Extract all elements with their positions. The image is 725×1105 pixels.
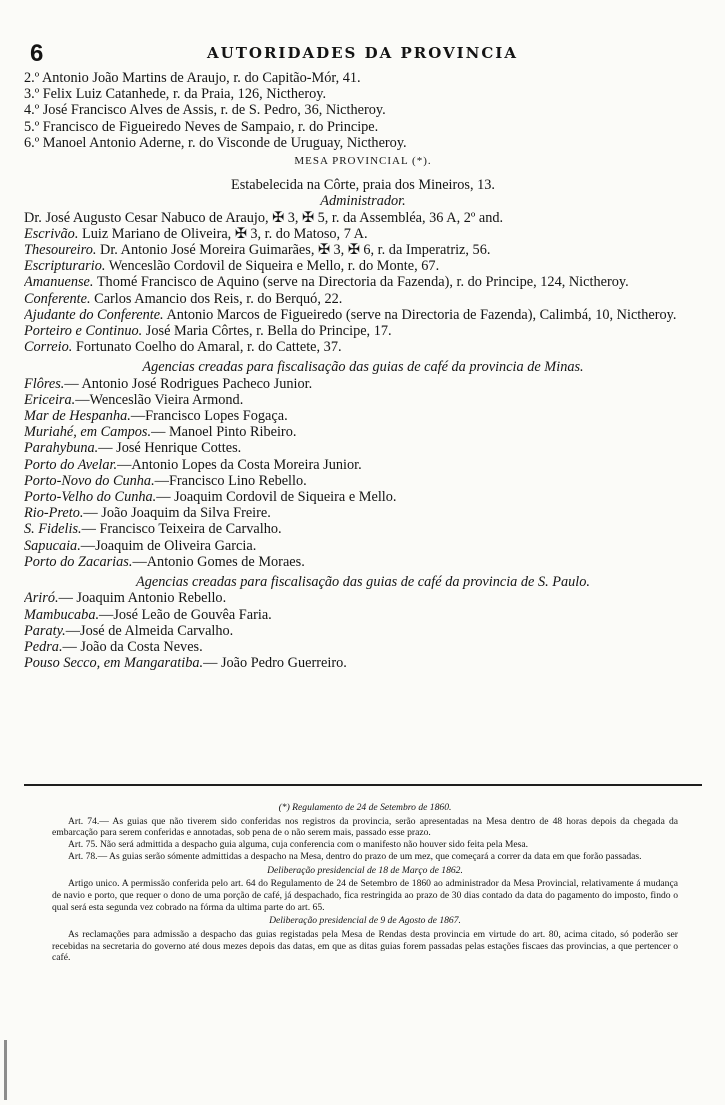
agency-entry: Mambucaba.—José Leão de Gouvêa Faria. [24, 606, 272, 623]
list-item: 2.º Antonio João Martins de Araujo, r. do Capitão-Mór, 41. [24, 70, 361, 86]
agencies-heading-minas: Agencias creadas para fiscalisação das guias de café da provincia de Minas. [142, 359, 584, 376]
agencies-heading-sao-paulo: Agencias creadas para fiscalisação das guias de café da provincia de S. Paulo. [136, 574, 590, 591]
staff-entry: Thesoureiro. Dr. Antonio José Moreira Guimarães, ✠ 3, ✠ 6, r. da Imperatriz, 56. [24, 242, 491, 259]
staff-entry: Escrivão. Luiz Mariano de Oliveira, ✠ 3, r. do Matoso, 7 A. [24, 225, 368, 242]
footnote-paragraph: Art. 78.— As guias serão sómente admittidas a despacho na Mesa, dentro do prazo de um mez, que começará a correr da data em que forão passadas. [68, 850, 642, 862]
agency-entry: Rio-Preto.— João Joaquim da Silva Freire. [24, 505, 271, 522]
footnote-paragraph: Art. 75. Não será admittida a despacho guia alguma, cuja conferencia com o manifesto não houver sido feita pela Mesa. [68, 839, 529, 851]
footnote-title: Deliberação presidencial de 18 de Março de 1862. [267, 864, 463, 876]
staff-entry: Amanuense. Thomé Francisco de Aquino (serve na Directoria da Fazenda), r. do Principe, 124, Nictheroy. [24, 274, 629, 291]
list-item: 6.º Manoel Antonio Aderne, r. do Visconde de Uruguay, Nictheroy. [24, 134, 407, 151]
staff-entry: Ajudante do Conferente. Antonio Marcos de Figueiredo (serve na Directoria de Fazenda), Calimbá, 10, Nictheroy. [24, 306, 677, 323]
page-header [24, 40, 701, 66]
list-item: 4.º José Francisco Alves de Assis, r. de S. Pedro, 36, Nictheroy. [24, 102, 386, 119]
agency-entry: Pouso Secco, em Mangaratiba.— João Pedro Guerreiro. [24, 655, 347, 672]
staff-entry: Correio. Fortunato Coelho do Amaral, r. do Cattete, 37. [24, 339, 342, 356]
subheading: Administrador. [320, 193, 406, 210]
agency-entry: Parahybuna.— José Henrique Cottes. [24, 440, 242, 457]
agency-entry: Paraty.—José de Almeida Carvalho. [24, 622, 234, 639]
agency-entry: Muriahé, em Campos.— Manoel Pinto Ribeiro. [24, 424, 297, 441]
list-item: 3.º Felix Luiz Catanhede, r. da Praia, 126, Nictheroy. [24, 86, 327, 103]
agency-entry: Pedra.— João da Costa Neves. [24, 638, 203, 655]
footnote-paragraph: Artigo unico. A permissão conferida pelo art. 64 do Regulamento de 24 de Setembro de 1860 ao administrador da Mesa Provincial, relativamente á mudança de navio e porto, que requer o dono de uma porção de café, já despachado, fica restringida ao prazo de 30 dias contado da data do pagamento do imposto, findo o qual será esta segunda vez cobrado na fórma da ultima parte do art. 65. [52, 878, 678, 913]
footnotes [52, 800, 678, 964]
footnote-paragraph: As reclamações para admissão a despacho das guias registadas pela Mesa de Rendas desta provincia em virtude do art. 80, acima citado, só poderão ser recebidas na secretaria do governo até dous mezes depois das datas, em que as ditas guias forem passadas pelas estações fiscaes das provincias, a que pertencer o café. [52, 929, 678, 964]
agency-entry: Ericeira.—Wenceslão Vieira Armond. [24, 391, 244, 408]
agency-entry: Mar de Hespanha.—Francisco Lopes Fogaça. [24, 408, 288, 425]
running-title: AUTORIDADES DA PROVINCIA [207, 44, 518, 62]
staff-entry: Escripturario. Wenceslão Cordovil de Siqueira e Mello, r. do Monte, 67. [24, 258, 440, 275]
agency-entry: Porto-Velho do Cunha.— Joaquim Cordovil de Siqueira e Mello. [24, 489, 397, 506]
section-subtitle: Estabelecida na Côrte, praia dos Mineiros, 13. [230, 177, 496, 194]
list-item: 5.º Francisco de Figueiredo Neves de Sampaio, r. do Principe. [24, 118, 379, 135]
footnote-title: (*) Regulamento de 24 de Setembro de 1860. [278, 802, 452, 813]
section-title: MESA PROVINCIAL (*). [294, 155, 432, 168]
agency-entry: Sapucaia.—Joaquim de Oliveira Garcia. [24, 537, 257, 554]
footnote-paragraph: Art. 74.— As guias que não tiverem sido conferidas nos registros da provincia, serão apresentadas na Mesa dentro de 48 horas depois da chegada da embarcação para serem conferidas e annotadas, sob pena de o não serem mais, passado esse prazo. [52, 815, 678, 839]
agency-entry: Ariró.— Joaquim Antonio Rebello. [24, 590, 227, 607]
staff-entry: Dr. José Augusto Cesar Nabuco de Araujo, ✠ 3, ✠ 5, r. da Assembléa, 36 A, 2º and. [24, 209, 504, 226]
agency-entry: S. Fidelis.— Francisco Teixeira de Carvalho. [24, 521, 282, 538]
footnote-title: Deliberação presidencial de 9 de Agosto de 1867. [269, 915, 461, 927]
page-number: 6 [30, 40, 44, 67]
agency-entry: Flôres.— Antonio José Rodrigues Pacheco Junior. [24, 375, 313, 392]
divider-rule [24, 784, 702, 786]
agency-entry: Porto do Avelar.—Antonio Lopes da Costa Moreira Junior. [24, 456, 362, 473]
staff-entry: Porteiro e Continuo. José Maria Côrtes, r. Bella do Principe, 17. [24, 323, 392, 340]
staff-entry: Conferente. Carlos Amancio dos Reis, r. do Berquó, 22. [24, 290, 343, 307]
main-text [24, 70, 702, 671]
agency-entry: Porto do Zacarias.—Antonio Gomes de Moraes. [24, 553, 305, 570]
agency-entry: Porto-Novo do Cunha.—Francisco Lino Rebello. [24, 472, 307, 489]
binding-edge-mark [4, 1040, 19, 1100]
